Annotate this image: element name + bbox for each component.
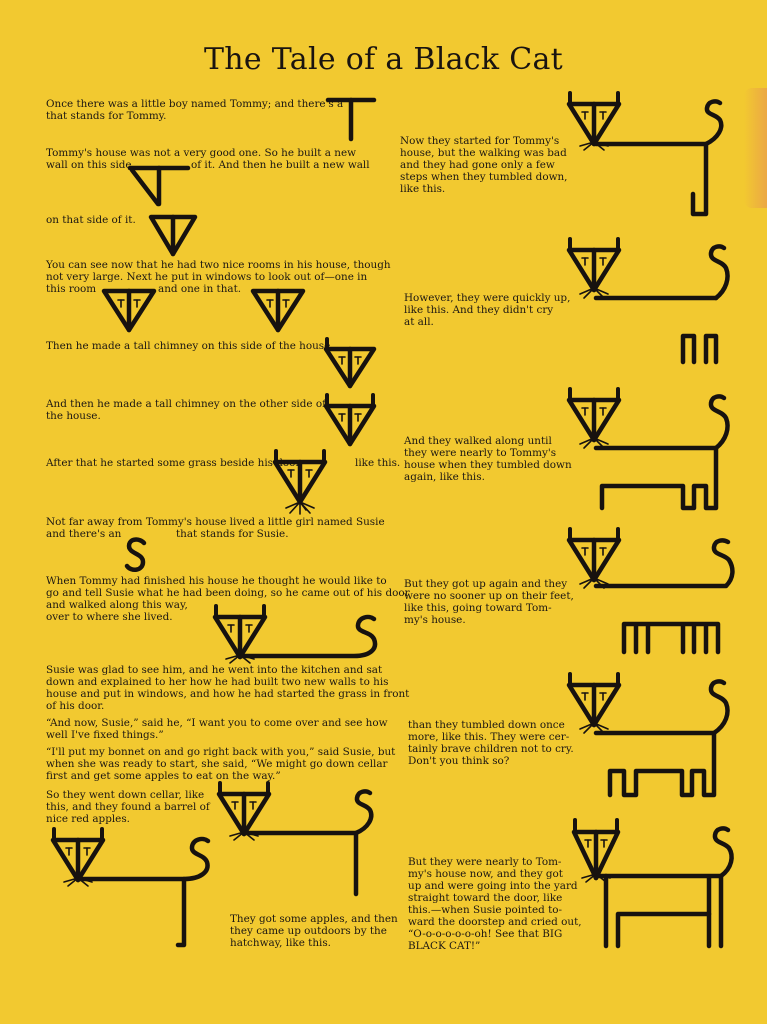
cat-up-2-icon [566,528,738,660]
story-line: Tommy's house was not a very good one. So he built a new [46,147,357,159]
story-line: and there's an [46,528,122,540]
story-line: So they went down cellar, like [46,789,205,801]
story-line: steps when they tumbled down, [400,171,568,183]
story-line: “I'll put my bonnet on and go right back with you,” said Susie, but [46,746,396,758]
story-line: on that side of it. [46,214,136,226]
story-line: They got some apples, and then [230,913,398,925]
story-line: nice red apples. [46,813,130,825]
story-line: my's house. [404,614,466,626]
story-line: like this. [355,457,401,469]
story-line: this room [46,283,97,295]
story-line: up and were going into the yard [408,880,578,892]
cat-tumble-3-icon [566,673,736,803]
cat-cellar-icon [50,828,215,950]
house-chimney-icon [323,337,377,389]
story-line: Not far away from Tommy's house lived a little girl named Susie [46,516,385,528]
cat-hatchway-icon [216,782,386,898]
story-line: more, like this. They were cer- [408,731,570,743]
story-line: were no sooner up on their feet, [404,590,574,602]
story-line: of his door. [46,700,105,712]
story-line: Now they started for Tommy's [400,135,560,147]
story-line: the house. [46,410,101,422]
cat-walking-icon [212,605,382,667]
cat-up-icon [566,238,736,368]
story-line: But they got up again and they [404,578,568,590]
story-line: Once there was a little boy named Tommy; and there's a [46,98,344,110]
story-line: straight toward the door, like [408,892,563,904]
story-line: not very large. Next he put in windows to look out of—one in [46,271,368,283]
story-line: my's house now, and they got [408,868,563,880]
triangle-house-icon [148,213,198,257]
story-line: at all. [404,316,434,328]
story-line: again, like this. [404,471,485,483]
story-line: of it. And then he built a new wall [191,159,370,171]
story-line: over to where she lived. [46,611,173,623]
story-line: house and put in windows, and how he had started the grass in front [46,688,410,700]
story-line: “O-o-o-o-o-o-oh! See that BIG [408,928,563,940]
story-line: and they had gone only a few [400,159,555,171]
black-cat-icon [566,818,738,952]
story-line: they were nearly to Tommy's [404,447,557,459]
story-line: and walked along this way, [46,599,188,611]
house-chimneys-icon [323,393,377,447]
story-line: well I've fixed things.” [46,729,164,741]
story-line: But they were nearly to Tom- [408,856,562,868]
story-line: that stands for Susie. [176,528,289,540]
story-line: house when they tumbled down [404,459,572,471]
cat-tumble-2-icon [566,388,736,518]
page-title: The Tale of a Black Cat [203,42,564,77]
story-line: and one in that. [158,283,242,295]
story-line: ward the doorstep and cried out, [408,916,582,928]
story-line: You can see now that he had two nice rooms in his house, though [46,259,391,271]
story-line: tainly brave children not to cry. [408,743,574,755]
story-line: wall on this side [46,159,132,171]
story-line: like this. [400,183,446,195]
story-line: And then he made a tall chimney on the other side of [46,398,326,410]
letter-t-icon [128,164,190,208]
story-line: they came up outdoors by the [230,925,387,937]
story-line: Don't you think so? [408,755,510,767]
letter-s-icon [124,537,148,573]
story-line: After that he started some grass beside his door, [46,457,303,469]
story-line: When Tommy had finished his house he thought he would like to [46,575,387,587]
story-line: this, and they found a barrel of [46,801,210,813]
story-line: like this, going toward Tom- [404,602,552,614]
story-line: However, they were quickly up, [404,292,571,304]
story-line: this.—when Susie pointed to- [408,904,563,916]
letter-t-icon [326,97,376,142]
story-line: Then he made a tall chimney on this side of the house. [46,340,334,352]
story-line: house, but the walking was bad [400,147,567,159]
story-line: like this. And they didn't cry [404,304,554,316]
story-line: that stands for Tommy. [46,110,167,122]
story-line: down and explained to her how he had built two new walls to his [46,676,389,688]
story-line: go and tell Susie what he had been doing, so he came out of his door [46,587,410,599]
story-line: Susie was glad to see him, and he went into the kitchen and sat [46,664,383,676]
story-line: when she was ready to start, she said, “We might go down cellar [46,758,388,770]
story-line: than they tumbled down once [408,719,565,731]
cat-head-icon [272,450,328,516]
house-windows-icon [250,287,306,333]
paper-edge [744,88,767,208]
story-line: hatchway, like this. [230,937,331,949]
story-line: And they walked along until [404,435,552,447]
story-line: “And now, Susie,” said he, “I want you to come over and see how [46,717,388,729]
story-line: first and get some apples to eat on the way.” [46,770,281,782]
house-windows-icon [101,287,157,333]
story-line: BLACK CAT!” [408,940,481,952]
cat-tumble-1-icon [566,92,736,222]
